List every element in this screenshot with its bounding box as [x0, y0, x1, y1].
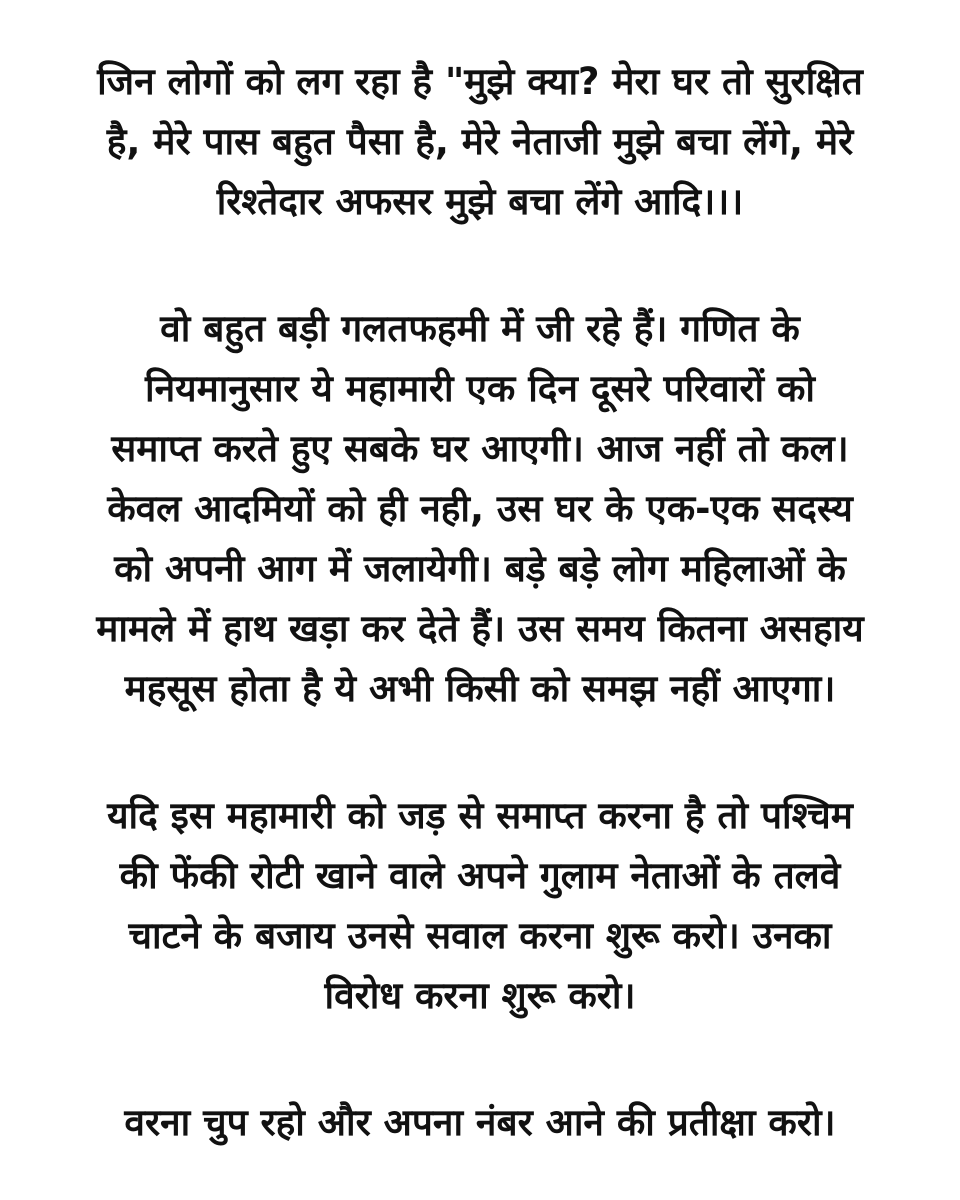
text-line: विरोध करना शुरू करो। [324, 974, 636, 1017]
text-line: वरना चुप रहो और अपना नंबर आने की प्रतीक्षा करो। [124, 1101, 836, 1144]
text-line: मामले में हाथ खड़ा कर देते हैं। उस समय कितना असहाय [96, 607, 864, 650]
text-line: को अपनी आग में जलायेगी। बड़े बड़े लोग महिलाओं के [114, 547, 846, 590]
paragraph-4 [0, 1093, 960, 1153]
text-line: की फेंकी रोटी खाने वाले अपने गुलाम नेताओं के तलवे [119, 854, 841, 897]
text-line: महसूस होता है ये अभी किसी को समझ नहीं आएगा। [124, 667, 836, 710]
paragraph-2 [0, 299, 960, 719]
paragraph-1 [0, 52, 960, 232]
text-line: जिन लोगों को लग रहा है "मुझे क्या? मेरा घर तो सुरक्षित [97, 60, 863, 103]
text-line: रिश्तेदार अफसर मुझे बचा लेंगे आदि।।। [216, 180, 744, 223]
text-line: समाप्त करते हुए सबके घर आएगी। आज नहीं तो कल। [111, 427, 849, 470]
text-line: चाटने के बजाय उनसे सवाल करना शुरू करो। उनका [128, 914, 832, 957]
text-line: नियमानुसार ये महामारी एक दिन दूसरे परिवारों को [145, 367, 815, 410]
paragraph-3 [0, 786, 960, 1026]
text-line: वो बहुत बड़ी गलतफहमी में जी रहे हैं। गणित के [160, 307, 800, 350]
text-line: है, मेरे पास बहुत पैसा है, मेरे नेताजी मुझे बचा लेंगे, मेरे [106, 120, 854, 163]
text-line: यदि इस महामारी को जड़ से समाप्त करना है तो पश्चिम [107, 794, 853, 837]
text-line: केवल आदमियों को ही नही, उस घर के एक-एक सदस्य [107, 487, 853, 530]
